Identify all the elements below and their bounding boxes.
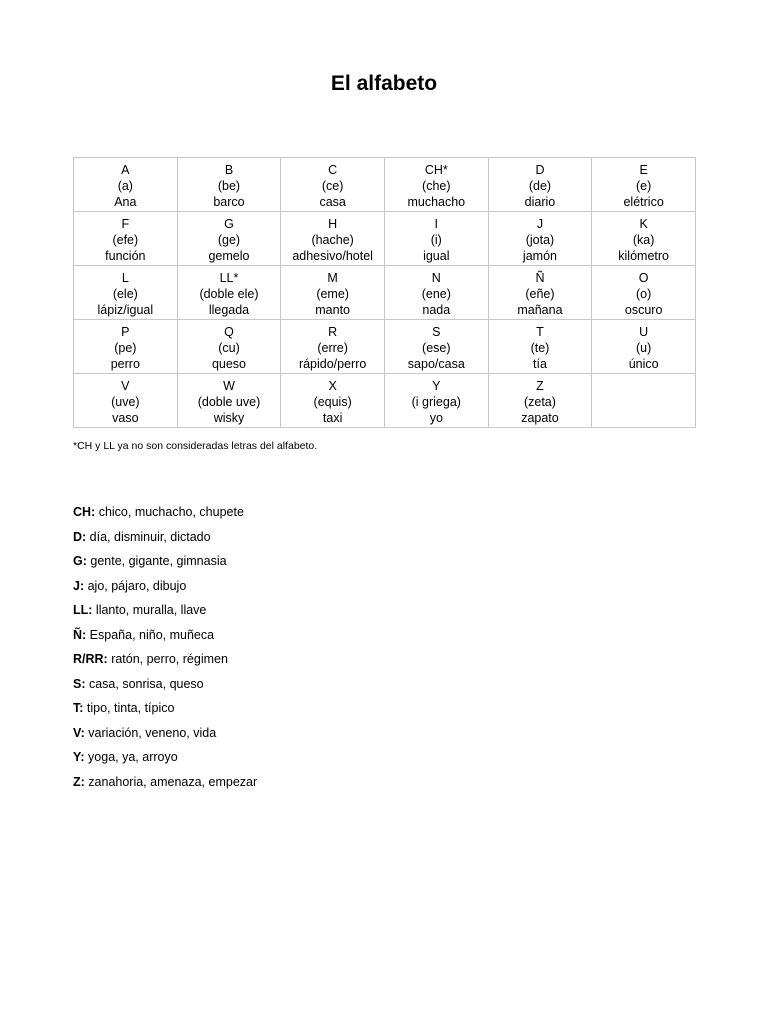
example-words: España, niño, muñeca — [86, 627, 215, 642]
alphabet-cell — [384, 374, 488, 428]
list-item — [73, 504, 257, 529]
cell-letter: H — [328, 217, 338, 231]
cell-example: muchacho — [407, 195, 466, 209]
cell-name: (uve) — [111, 395, 140, 409]
table-row — [74, 320, 696, 374]
cell-letter: S — [432, 325, 441, 339]
alphabet-cell — [281, 212, 385, 266]
example-words: zanahoria, amenaza, empezar — [84, 774, 258, 789]
alphabet-cell — [488, 266, 592, 320]
cell-example: diario — [524, 195, 556, 209]
alphabet-cell — [74, 320, 178, 374]
cell-example: oscuro — [624, 303, 663, 317]
cell-example: mañana — [517, 303, 563, 317]
cell-example: perro — [110, 357, 140, 371]
cell-letter: Z — [536, 379, 544, 393]
list-item — [73, 749, 257, 774]
cell-example: función — [105, 249, 146, 263]
alphabet-cell — [281, 158, 385, 212]
cell-example: elétrico — [623, 195, 664, 209]
cell-example: kilómetro — [618, 249, 669, 263]
cell-example: Ana — [114, 195, 137, 209]
cell-name: (a) — [117, 179, 133, 193]
cell-name: (e) — [636, 179, 652, 193]
cell-letter: U — [639, 325, 649, 339]
cell-name: (cu) — [218, 341, 240, 355]
cell-letter: I — [434, 217, 439, 231]
alphabet-cell — [488, 158, 592, 212]
cell-letter: Y — [432, 379, 441, 393]
cell-letter: F — [121, 217, 130, 231]
cell-example: manto — [315, 303, 351, 317]
cell-name: (eñe) — [525, 287, 555, 301]
cell-letter: B — [224, 163, 234, 177]
alphabet-cell — [592, 374, 696, 428]
cell-example: barco — [213, 195, 245, 209]
cell-letter: A — [121, 163, 130, 177]
list-item — [73, 553, 257, 578]
example-key: S: — [73, 676, 86, 691]
alphabet-cell — [177, 212, 281, 266]
cell-letter: Ñ — [535, 271, 545, 285]
cell-letter: LL* — [219, 271, 239, 285]
list-item — [73, 651, 257, 676]
example-words: ratón, perro, régimen — [107, 652, 228, 666]
cell-example: rápido/perro — [298, 357, 367, 371]
cell-example: adhesivo/hotel — [292, 249, 373, 263]
cell-name: (ce) — [321, 179, 344, 193]
table-row — [74, 212, 696, 266]
cell-name: (i) — [430, 233, 442, 247]
cell-example: tía — [533, 357, 547, 371]
cell-example: nada — [422, 303, 451, 317]
example-words: día, disminuir, dictado — [86, 529, 211, 544]
example-key: D: — [73, 529, 87, 544]
alphabet-cell — [592, 158, 696, 212]
cell-example: casa — [319, 195, 346, 209]
cell-name: (u) — [636, 341, 652, 355]
cell-name: (i griega) — [411, 395, 461, 409]
alphabet-cell — [74, 158, 178, 212]
table-row — [74, 374, 696, 428]
example-key: T: — [73, 701, 84, 715]
cell-name: (jota) — [525, 233, 555, 247]
list-item — [73, 627, 257, 652]
cell-example: llegada — [208, 303, 250, 317]
alphabet-cell — [281, 266, 385, 320]
cell-example: gemelo — [208, 249, 250, 263]
alphabet-table — [73, 157, 696, 428]
example-key: LL: — [73, 603, 93, 617]
cell-example: yo — [429, 411, 443, 425]
cell-name: (de) — [528, 179, 552, 193]
cell-name: (equis) — [313, 395, 352, 409]
example-words: variación, veneno, vida — [84, 725, 217, 740]
alphabet-cell — [592, 266, 696, 320]
list-item — [73, 774, 257, 799]
example-key: Z: — [73, 774, 85, 789]
cell-name: (ele) — [112, 287, 138, 301]
cell-letter: D — [535, 163, 545, 177]
cell-letter: N — [431, 271, 441, 285]
cell-letter: P — [121, 325, 130, 339]
list-item — [73, 529, 257, 554]
cell-name: (pe) — [114, 341, 137, 355]
alphabet-cell — [74, 212, 178, 266]
list-item — [73, 602, 257, 627]
cell-letter: X — [328, 379, 337, 393]
alphabet-cell — [177, 320, 281, 374]
alphabet-cell — [74, 266, 178, 320]
cell-example: igual — [423, 249, 450, 263]
alphabet-cell — [592, 212, 696, 266]
cell-letter: T — [536, 325, 544, 339]
example-words: casa, sonrisa, queso — [85, 676, 204, 691]
cell-name: (che) — [422, 179, 451, 193]
alphabet-cell — [281, 374, 385, 428]
alphabet-cell — [177, 266, 281, 320]
example-words: chico, muchacho, chupete — [95, 505, 244, 519]
cell-name: (te) — [530, 341, 550, 355]
cell-letter: K — [639, 217, 648, 231]
cell-letter: J — [536, 217, 544, 231]
example-key: G: — [73, 554, 87, 568]
cell-name: (efe) — [112, 233, 139, 247]
example-key: CH: — [73, 505, 96, 519]
cell-letter: G — [224, 217, 234, 231]
cell-name: (erre) — [317, 341, 348, 355]
cell-name: (zeta) — [523, 395, 556, 409]
example-words: llanto, muralla, llave — [92, 603, 207, 617]
example-key: J: — [73, 578, 85, 593]
cell-example: sapo/casa — [407, 357, 465, 371]
cell-example: único — [628, 357, 659, 371]
cell-name: (doble ele) — [199, 287, 259, 301]
alphabet-cell — [177, 158, 281, 212]
table-row — [74, 158, 696, 212]
example-words: ajo, pájaro, dibujo — [84, 578, 187, 593]
example-key: Ñ: — [73, 627, 87, 642]
cell-name: (be) — [217, 179, 241, 193]
cell-letter: O — [638, 271, 649, 285]
alphabet-cell — [488, 212, 592, 266]
alphabet-cell — [281, 320, 385, 374]
cell-letter: R — [328, 325, 338, 339]
alphabet-cell — [488, 374, 592, 428]
example-words: yoga, ya, arroyo — [84, 750, 178, 764]
cell-name: (ge) — [217, 233, 241, 247]
cell-example: jamón — [522, 249, 557, 263]
example-key: R/RR: — [73, 652, 108, 666]
alphabet-cell — [74, 374, 178, 428]
cell-example: wisky — [213, 411, 245, 425]
cell-name: (o) — [636, 287, 652, 301]
list-item — [73, 676, 257, 701]
table-row — [74, 266, 696, 320]
cell-letter: CH* — [424, 163, 448, 177]
cell-letter: M — [327, 271, 338, 285]
cell-letter: V — [121, 379, 130, 393]
cell-name: (doble uve) — [197, 395, 261, 409]
list-item — [73, 578, 257, 603]
cell-letter: Q — [224, 325, 234, 339]
alphabet-cell — [177, 374, 281, 428]
cell-example: taxi — [322, 411, 343, 425]
alphabet-cell — [384, 320, 488, 374]
example-key: Y: — [73, 750, 85, 764]
example-words: tipo, tinta, típico — [83, 701, 175, 715]
alphabet-cell — [384, 158, 488, 212]
cell-letter: C — [328, 163, 338, 177]
page-title: El alfabeto — [330, 72, 438, 95]
cell-example: vaso — [112, 411, 139, 425]
alphabet-cell — [592, 320, 696, 374]
alphabet-cell — [384, 212, 488, 266]
cell-name: (eme) — [316, 287, 349, 301]
alphabet-cell — [488, 320, 592, 374]
cell-letter: L — [121, 271, 129, 285]
cell-letter: E — [639, 163, 648, 177]
example-key: V: — [73, 725, 85, 740]
examples-list — [73, 504, 257, 798]
footnote: *CH y LL ya no son consideradas letras del alfabeto. — [73, 440, 318, 452]
cell-name: (ka) — [632, 233, 655, 247]
cell-name: (ene) — [421, 287, 451, 301]
list-item — [73, 725, 257, 750]
cell-example: lápiz/igual — [97, 303, 154, 317]
alphabet-cell — [384, 266, 488, 320]
list-item — [73, 700, 257, 725]
cell-letter: W — [223, 379, 235, 393]
cell-example: zapato — [521, 411, 559, 425]
example-words: gente, gigante, gimnasia — [86, 554, 227, 568]
cell-name: (ese) — [422, 341, 451, 355]
cell-name: (hache) — [311, 233, 354, 247]
cell-example: queso — [211, 357, 247, 371]
